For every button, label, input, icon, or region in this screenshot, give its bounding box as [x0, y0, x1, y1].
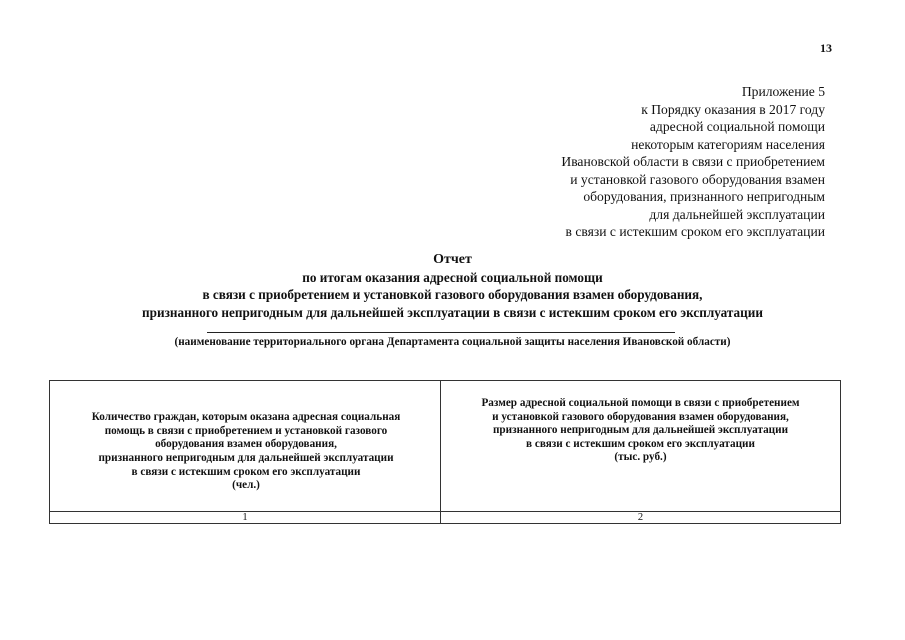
report-table	[49, 380, 841, 524]
report-title-line: в связи с приобретением и установкой газового оборудования взамен оборудования,	[202, 287, 703, 302]
appendix-line: Ивановской области в связи с приобретением	[561, 154, 825, 169]
header-line: Количество граждан, которым оказана адресная социальная	[91, 411, 401, 424]
column-number: 1	[50, 512, 441, 524]
header-line: признанного непригодным для дальнейшей эксплуатации	[98, 452, 394, 464]
appendix-reference	[561, 83, 825, 241]
report-title-line: по итогам оказания адресной социальной помощи	[302, 269, 603, 285]
appendix-line: некоторым категориям населения	[631, 136, 825, 152]
header-line: в связи с истекшим сроком его эксплуатации	[131, 465, 361, 478]
header-line: в связи с истекшим сроком его эксплуатации	[526, 437, 755, 450]
header-cell-citizens-count	[50, 381, 441, 512]
appendix-line: оборудования, признанного непригодным	[583, 189, 825, 204]
appendix-line: в связи с истекшим сроком его эксплуатации	[565, 224, 825, 239]
header-line: признанного непригодным для дальнейшей эксплуатации	[492, 424, 789, 437]
header-cell-assistance-amount	[441, 381, 841, 512]
page-number: 13	[820, 41, 832, 55]
report-title-main: Отчет	[433, 252, 472, 267]
header-line: и установкой газового оборудования взамен оборудования,	[492, 410, 789, 423]
appendix-line: к Порядку оказания в 2017 году	[641, 101, 825, 117]
header-line: оборудования взамен оборудования,	[155, 438, 337, 451]
appendix-line: Приложение 5	[741, 84, 825, 99]
header-line: помощь в связи с приобретением и установкой газового	[104, 424, 388, 437]
organization-name-blank-line	[207, 332, 675, 333]
appendix-line: адресной социальной помощи	[649, 119, 825, 134]
table-header-row	[50, 381, 841, 512]
header-line: (тыс. руб.)	[614, 451, 667, 464]
column-number-row	[50, 512, 841, 524]
header-line: Размер адресной социальной помощи в связи с приобретением	[481, 397, 800, 410]
column-number: 2	[441, 512, 841, 524]
report-title	[40, 251, 865, 321]
appendix-line: и установкой газового оборудования взамен	[570, 171, 825, 187]
appendix-line: для дальнейшей эксплуатации	[649, 206, 825, 222]
organization-name-caption: (наименование территориального органа Департамента социальной защиты населения Ивановской области)	[174, 336, 731, 348]
header-line: (чел.)	[232, 479, 260, 492]
report-title-line: признанного непригодным для дальнейшей эксплуатации в связи с истекшим сроком его эксплуатации	[142, 304, 763, 320]
